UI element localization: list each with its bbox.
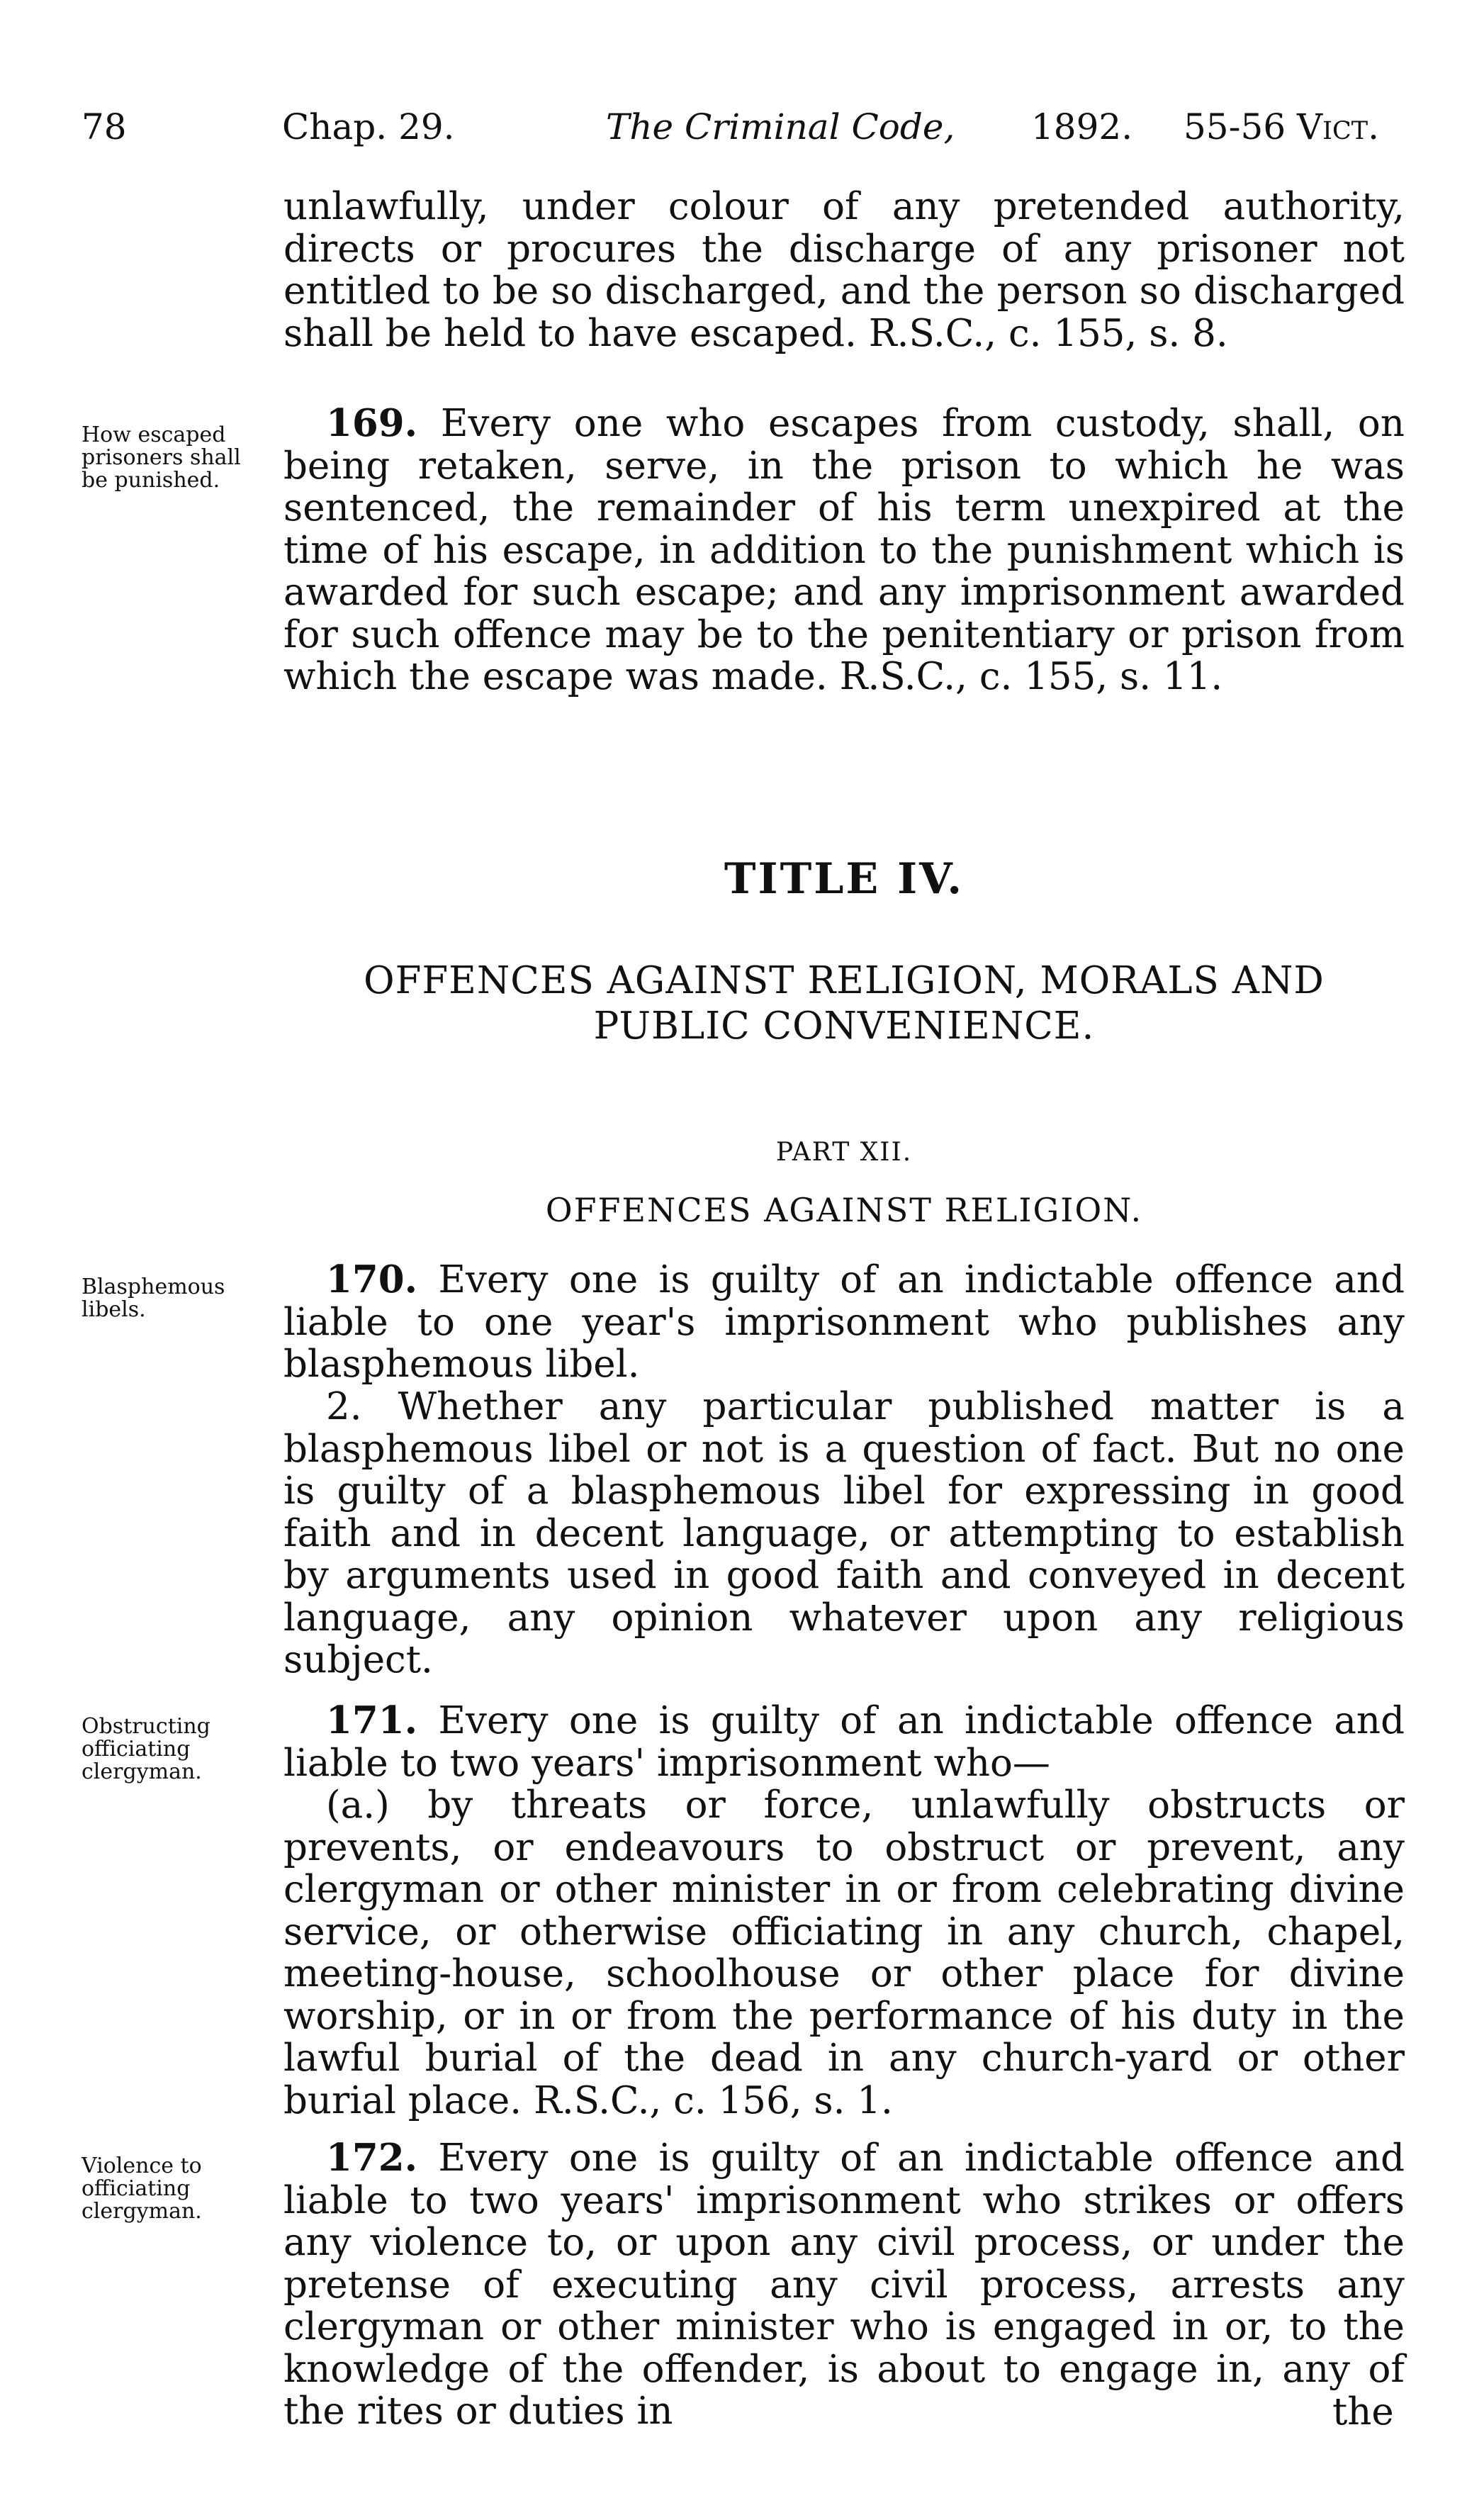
running-header [81, 106, 1407, 156]
section-number-171: 171. [326, 1698, 418, 1742]
section-170 [283, 1259, 1405, 1386]
section-169-text: Every one who escapes from custody, shall, on being retaken, serve, in the prison to which he was sentenced, the remainder of his term unexpired at the time of his escape, in addition to the punishment which is awarded for such escape; and any imprisonment awarded for such offence may be to the penitentiary or prison from which the escape was made. R.S.C., c. 155, s. 11. [283, 402, 1405, 698]
title-heading: TITLE IV. [724, 854, 965, 904]
section-171 [283, 1700, 1405, 1784]
act-title: The Criminal Code, [606, 106, 955, 147]
section-171-clause-a: (a.) by threats or force, unlawfully obstructs or prevents, or endeavours to obstruct or prevent, any clergyman or other minister in or from celebrating divine service, or otherwise officiating in any church, chapel, meeting-house, schoolhouse or other place for divine worship, or in or from the performance of his duty in the lawful burial of the dead in any church-yard or other burial place. R.S.C., c. 156, s. 1. [283, 1783, 1405, 2122]
margin-note-172: Violence to officiating clergyman. [81, 2154, 202, 2224]
part-heading: PART XII. [775, 1138, 913, 1167]
page-number: 78 [81, 106, 127, 147]
section-number-170: 170. [326, 1258, 418, 1301]
regnal-year: 55-56 Vict. [1184, 106, 1379, 147]
title-subheading: OFFENCES AGAINST RELIGION, MORALS AND PUBLIC CONVENIENCE. [364, 959, 1325, 1048]
section-172 [283, 2137, 1405, 2433]
catchword: the [1332, 2390, 1394, 2434]
section-170-subsection-2: 2. Whether any particular published matter is a blasphemous libel or not is a question of fact. But no one is guilty of a blasphemous libel for expressing in good faith and in decent language, or attempting to establish by arguments used in good faith and conveyed in decent language, any opinion whatever upon any religious subject. [283, 1385, 1405, 1681]
part-subheading: OFFENCES AGAINST RELIGION. [545, 1191, 1143, 1229]
section-number-169: 169. [326, 401, 418, 445]
section-172-text: Every one is guilty of an indictable offence and liable to two years' imprisonment who strikes or offers any violence to, or upon any civil process, or under the pretense of executing any civil process, arrests any clergyman or other minister who is engaged in or, to the knowledge of the offender, is about to engage in, any of the rites or duties in [283, 2137, 1405, 2433]
margin-note-169: How escaped prisoners shall be punished. [81, 422, 241, 493]
carryover-paragraph: unlawfully, under colour of any pretended authority, directs or procures the discharge of any prisoner not entitled to be so discharged, and the person so discharged shall be held to have escaped. R.S.C., c. 155, s. 8. [283, 185, 1405, 355]
act-year: 1892. [1031, 106, 1133, 147]
section-169 [283, 403, 1405, 698]
section-170-text: Every one is guilty of an indictable offence and liable to one year's imprisonment who publishes any blasphemous libel. [283, 1258, 1405, 1386]
section-171-text: Every one is guilty of an indictable offence and liable to two years' imprisonment who— [283, 1699, 1405, 1785]
section-number-172: 172. [326, 2136, 418, 2180]
chapter-label: Chap. 29. [282, 106, 455, 147]
margin-note-171: Obstructing officiating clergyman. [81, 1714, 210, 1784]
margin-note-170: Blasphemous libels. [81, 1275, 225, 1322]
